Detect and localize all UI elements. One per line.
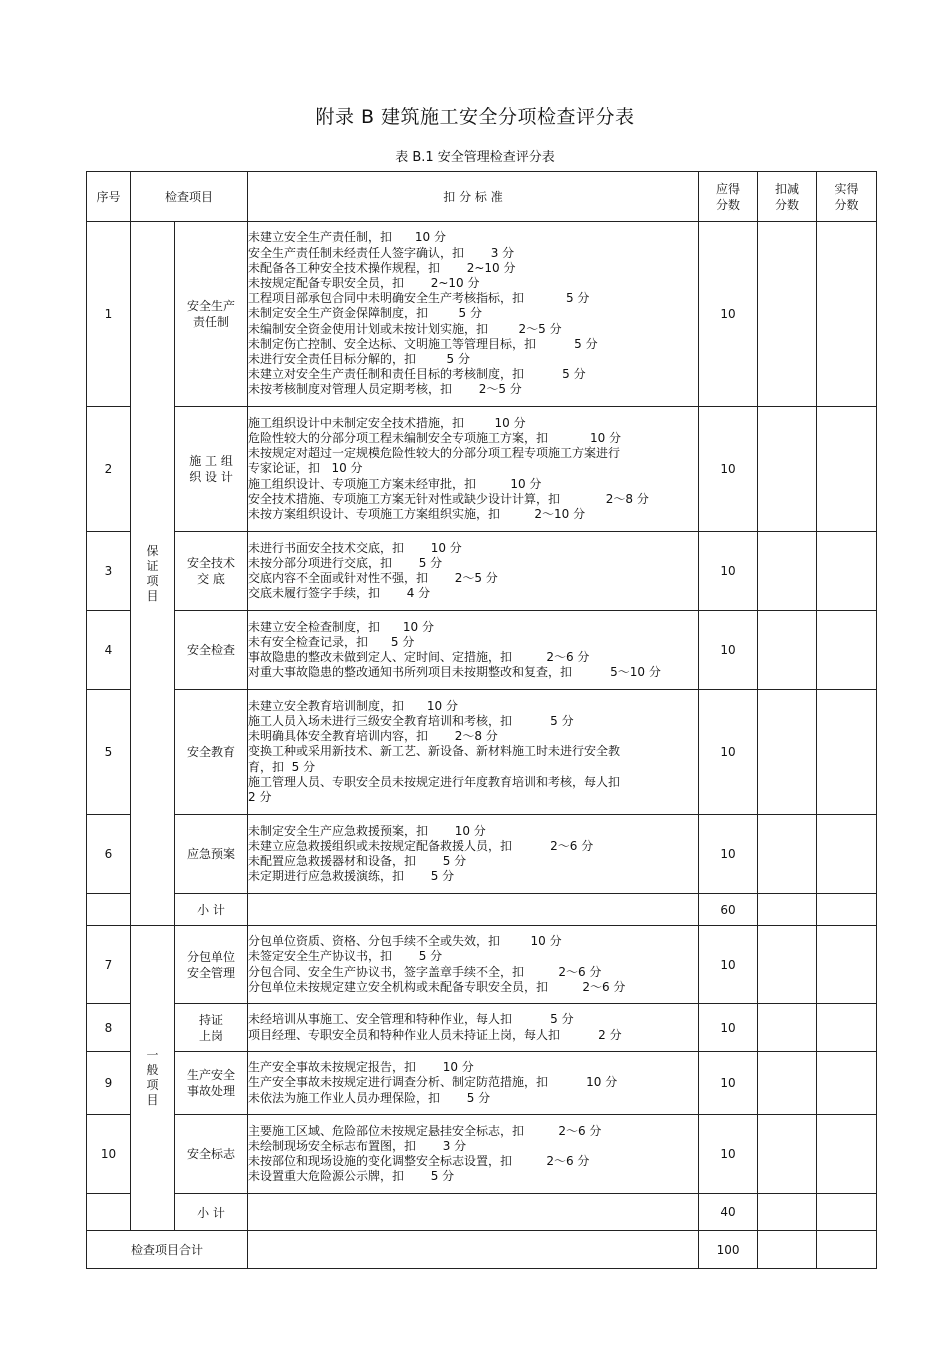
row-deduct-score[interactable] xyxy=(758,1052,817,1115)
row-should-score: 10 xyxy=(699,407,758,532)
criteria-line: 未建立安全教育培训制度，扣 10 分 xyxy=(248,698,458,713)
group-general-char: 目 xyxy=(146,1093,159,1107)
table-row xyxy=(87,532,877,611)
row-item-line1: 安全生产 xyxy=(187,299,236,313)
row-actual-score[interactable] xyxy=(817,690,877,815)
row-item-line1: 安全技术 xyxy=(187,556,236,570)
header-actual-score-line2: 分数 xyxy=(834,197,859,212)
criteria-line: 未有安全检查记录，扣 5 分 xyxy=(248,634,415,649)
subtotal-seq-cell xyxy=(87,894,131,926)
row-criteria xyxy=(248,611,699,690)
group-general-char: 项 xyxy=(146,1078,159,1092)
row-item xyxy=(175,815,248,894)
header-item: 检查项目 xyxy=(131,172,248,222)
criteria-line: 未按部位和现场设施的变化调整安全标志设置，扣 2～6 分 xyxy=(248,1154,590,1168)
group-guarantee-char: 保 xyxy=(146,543,159,558)
row-actual-score[interactable] xyxy=(817,1115,877,1194)
criteria-line: 未制定伤亡控制、安全达标、文明施工等管理目标，扣 5 分 xyxy=(248,336,598,351)
criteria-line: 未设置重大危险源公示牌，扣 5 分 xyxy=(248,1169,455,1184)
row-seq: 10 xyxy=(87,1115,131,1194)
row-item-line1: 安全教育 xyxy=(187,745,236,759)
group-guarantee-char: 项 xyxy=(146,573,159,588)
criteria-line: 未按分部分项进行交底，扣 5 分 xyxy=(248,555,443,570)
subtotal-actual-score[interactable] xyxy=(817,1194,877,1231)
total-actual-score[interactable] xyxy=(817,1231,877,1269)
criteria-line: 对重大事故隐患的整改通知书所列项目未按期整改和复查，扣 5～10 分 xyxy=(248,665,661,680)
row-seq: 6 xyxy=(87,815,131,894)
subtotal-deduct-score[interactable] xyxy=(758,1194,817,1231)
table-row xyxy=(87,222,877,407)
table-row xyxy=(87,926,877,1004)
row-deduct-score[interactable] xyxy=(758,222,817,407)
criteria-line: 事故隐患的整改未做到定人、定时间、定措施，扣 2～6 分 xyxy=(248,650,590,664)
row-item-line1: 分包单位 xyxy=(187,949,236,964)
criteria-line: 变换工种或采用新技术、新工艺、新设备、新材料施工时未进行安全教 xyxy=(248,744,621,759)
header-criteria: 扣 分 标 准 xyxy=(248,172,699,222)
row-item-line1: 生产安全 xyxy=(187,1068,236,1082)
row-item-line1: 持证 xyxy=(199,1012,224,1027)
row-actual-score[interactable] xyxy=(817,611,877,690)
criteria-line: 育，扣 5 分 xyxy=(248,759,316,774)
row-item-line1: 应急预案 xyxy=(187,847,236,861)
subtotal-label: 小 计 xyxy=(175,894,248,926)
criteria-line: 分包合同、安全生产协议书，签字盖章手续不全，扣 2～6 分 xyxy=(248,964,602,979)
group-general-char: 般 xyxy=(146,1063,159,1077)
subtotal-row-general xyxy=(87,1194,877,1231)
row-item xyxy=(175,1004,248,1052)
row-deduct-score[interactable] xyxy=(758,611,817,690)
header-deduct-score-line1: 扣减 xyxy=(775,181,800,196)
row-should-score: 10 xyxy=(699,532,758,611)
row-actual-score[interactable] xyxy=(817,815,877,894)
row-seq: 9 xyxy=(87,1052,131,1115)
table-row xyxy=(87,815,877,894)
row-seq: 7 xyxy=(87,926,131,1004)
row-actual-score[interactable] xyxy=(817,222,877,407)
row-item xyxy=(175,532,248,611)
header-row xyxy=(87,172,877,222)
criteria-line: 安全生产责任制未经责任人签字确认，扣 3 分 xyxy=(248,245,515,260)
row-deduct-score[interactable] xyxy=(758,1115,817,1194)
row-deduct-score[interactable] xyxy=(758,1004,817,1052)
subtotal-seq-cell xyxy=(87,1194,131,1231)
header-should-score xyxy=(699,172,758,222)
subtotal-row-guarantee xyxy=(87,894,877,926)
criteria-line: 交底内容不全面或针对性不强，扣 2～5 分 xyxy=(248,571,498,585)
row-seq: 3 xyxy=(87,532,131,611)
row-actual-score[interactable] xyxy=(817,926,877,1004)
row-actual-score[interactable] xyxy=(817,532,877,611)
table-row xyxy=(87,690,877,815)
header-seq: 序号 xyxy=(87,172,131,222)
row-seq: 2 xyxy=(87,407,131,532)
row-item xyxy=(175,926,248,1004)
row-deduct-score[interactable] xyxy=(758,690,817,815)
criteria-line: 未进行书面安全技术交底，扣 10 分 xyxy=(248,540,462,555)
row-item-line2: 事故处理 xyxy=(187,1084,236,1098)
safety-management-score-table xyxy=(86,171,877,1269)
row-criteria xyxy=(248,222,699,407)
row-criteria xyxy=(248,532,699,611)
header-should-score-line1: 应得 xyxy=(716,181,741,196)
row-item xyxy=(175,611,248,690)
criteria-line: 安全技术措施、专项施工方案无针对性或缺少设计计算，扣 2～8 分 xyxy=(248,491,649,506)
row-item-line1: 安全检查 xyxy=(187,643,236,657)
group-general-char: 一 xyxy=(146,1048,159,1062)
subtotal-actual-score[interactable] xyxy=(817,894,877,926)
criteria-line: 未制定安全生产应急救援预案，扣 10 分 xyxy=(248,823,486,838)
row-item-line2: 织 设 计 xyxy=(189,470,233,484)
criteria-line: 未定期进行应急救援演练，扣 5 分 xyxy=(248,869,455,884)
table-row xyxy=(87,1115,877,1194)
criteria-line: 2 分 xyxy=(248,790,272,804)
table-row xyxy=(87,407,877,532)
subtotal-criteria-cell xyxy=(248,894,699,926)
row-item xyxy=(175,1052,248,1115)
criteria-line: 未进行安全责任目标分解的，扣 5 分 xyxy=(248,352,470,366)
criteria-line: 施工组织设计、专项施工方案未经审批，扣 10 分 xyxy=(248,476,542,491)
criteria-line: 未经培训从事施工、安全管理和特种作业，每人扣 5 分 xyxy=(248,1012,574,1027)
row-deduct-score[interactable] xyxy=(758,926,817,1004)
row-seq: 5 xyxy=(87,690,131,815)
subtotal-should-score: 40 xyxy=(699,1194,758,1231)
table-row xyxy=(87,1004,877,1052)
criteria-line: 危险性较大的分部分项工程未编制安全专项施工方案，扣 10 分 xyxy=(248,430,622,445)
total-criteria-cell xyxy=(248,1231,699,1269)
group-guarantee-char: 证 xyxy=(146,558,159,573)
row-item-line2: 安全管理 xyxy=(187,965,236,980)
criteria-line: 未按规定对超过一定规模危险性较大的分部分项工程专项施工方案进行 xyxy=(248,446,621,461)
subtotal-deduct-score[interactable] xyxy=(758,894,817,926)
criteria-line: 未建立安全生产责任制，扣 10 分 xyxy=(248,230,446,245)
row-criteria xyxy=(248,1004,699,1052)
criteria-line: 未依法为施工作业人员办理保险，扣 5 分 xyxy=(248,1090,491,1105)
subtotal-should-score: 60 xyxy=(699,894,758,926)
row-should-score: 10 xyxy=(699,1004,758,1052)
row-should-score: 10 xyxy=(699,222,758,407)
table-caption: 表 B.1 安全管理检查评分表 xyxy=(395,150,555,165)
criteria-line: 生产安全事故未按规定报告，扣 10 分 xyxy=(248,1060,474,1075)
header-deduct-score-line2: 分数 xyxy=(775,197,800,212)
row-should-score: 10 xyxy=(699,815,758,894)
criteria-line: 未编制安全资金使用计划或未按计划实施，扣 2～5 分 xyxy=(248,321,562,336)
header-deduct-score xyxy=(758,172,817,222)
row-deduct-score[interactable] xyxy=(758,815,817,894)
row-criteria xyxy=(248,407,699,532)
criteria-line: 项目经理、专职安全员和特种作业人员未持证上岗，每人扣 2 分 xyxy=(248,1027,622,1042)
row-item-line1: 施 工 组 xyxy=(189,454,233,468)
criteria-line: 未配备各工种安全技术操作规程，扣 2~10 分 xyxy=(248,260,516,275)
row-item-line2: 交 底 xyxy=(197,572,225,586)
row-item-line2: 责任制 xyxy=(193,315,230,329)
criteria-line: 未签定安全生产协议书，扣 5 分 xyxy=(248,949,443,964)
row-actual-score[interactable] xyxy=(817,1004,877,1052)
total-should-score: 100 xyxy=(699,1231,758,1269)
criteria-line: 未建立安全检查制度，扣 10 分 xyxy=(248,619,434,634)
row-criteria xyxy=(248,1115,699,1194)
row-deduct-score[interactable] xyxy=(758,532,817,611)
row-item-line2: 上岗 xyxy=(199,1028,224,1043)
row-criteria xyxy=(248,815,699,894)
row-actual-score[interactable] xyxy=(817,1052,877,1115)
criteria-line: 未配置应急救援器材和设备，扣 5 分 xyxy=(248,854,467,868)
criteria-line: 施工人员入场未进行三级安全教育培训和考核，扣 5 分 xyxy=(248,713,574,728)
criteria-line: 主要施工区域、危险部位未按规定悬挂安全标志，扣 2～6 分 xyxy=(248,1123,602,1138)
criteria-line: 未明确具体安全教育培训内容，扣 2～8 分 xyxy=(248,729,498,744)
page-title: 附录 B 建筑施工安全分项检查评分表 xyxy=(315,106,635,128)
row-seq: 1 xyxy=(87,222,131,407)
header-actual-score xyxy=(817,172,877,222)
row-criteria xyxy=(248,926,699,1004)
criteria-line: 专家论证，扣 10 分 xyxy=(248,461,363,476)
row-item xyxy=(175,407,248,532)
header-should-score-line2: 分数 xyxy=(716,197,741,212)
criteria-line: 分包单位资质、资格、分包手续不全或失效，扣 10 分 xyxy=(248,934,562,949)
criteria-line: 未按考核制度对管理人员定期考核，扣 2～5 分 xyxy=(248,382,522,397)
table-row xyxy=(87,611,877,690)
row-should-score: 10 xyxy=(699,611,758,690)
subtotal-criteria-cell xyxy=(248,1194,699,1231)
row-criteria xyxy=(248,690,699,815)
group-guarantee-char: 目 xyxy=(146,588,159,603)
total-deduct-score[interactable] xyxy=(758,1231,817,1269)
row-deduct-score[interactable] xyxy=(758,407,817,532)
criteria-line: 分包单位未按规定建立安全机构或未配备专职安全员，扣 2～6 分 xyxy=(248,979,626,994)
group-guarantee-label xyxy=(131,222,175,926)
criteria-line: 交底未履行签字手续，扣 4 分 xyxy=(248,586,431,601)
header-actual-score-line1: 实得 xyxy=(834,181,859,196)
criteria-line: 施工管理人员、专职安全员未按规定进行年度教育培训和考核，每人扣 xyxy=(248,774,621,789)
row-should-score: 10 xyxy=(699,690,758,815)
group-general-label xyxy=(131,926,175,1231)
row-should-score: 10 xyxy=(699,926,758,1004)
subtotal-label: 小 计 xyxy=(175,1194,248,1231)
criteria-line: 未制定安全生产资金保障制度，扣 5 分 xyxy=(248,306,482,321)
row-item-line1: 安全标志 xyxy=(187,1147,236,1161)
row-seq: 4 xyxy=(87,611,131,690)
criteria-line: 工程项目部承包合同中未明确安全生产考核指标，扣 5 分 xyxy=(248,291,590,306)
row-item xyxy=(175,1115,248,1194)
row-criteria xyxy=(248,1052,699,1115)
row-should-score: 10 xyxy=(699,1115,758,1194)
row-should-score: 10 xyxy=(699,1052,758,1115)
criteria-line: 未建立对安全生产责任制和责任目标的考核制度，扣 5 分 xyxy=(248,367,586,382)
criteria-line: 未绘制现场安全标志布置图，扣 3 分 xyxy=(248,1138,467,1153)
criteria-line: 施工组织设计中未制定安全技术措施，扣 10 分 xyxy=(248,415,526,430)
criteria-line: 未建立应急救援组织或未按规定配备救援人员，扣 2～6 分 xyxy=(248,838,594,853)
row-seq: 8 xyxy=(87,1004,131,1052)
row-actual-score[interactable] xyxy=(817,407,877,532)
row-item xyxy=(175,222,248,407)
total-label: 检查项目合计 xyxy=(87,1231,248,1269)
table-row xyxy=(87,1052,877,1115)
criteria-line: 未按方案组织设计、专项施工方案组织实施，扣 2～10 分 xyxy=(248,507,586,521)
total-row xyxy=(87,1231,877,1269)
criteria-line: 生产安全事故未按规定进行调查分析、制定防范措施，扣 10 分 xyxy=(248,1075,618,1090)
row-item xyxy=(175,690,248,815)
criteria-line: 未按规定配备专职安全员，扣 2~10 分 xyxy=(248,275,480,290)
